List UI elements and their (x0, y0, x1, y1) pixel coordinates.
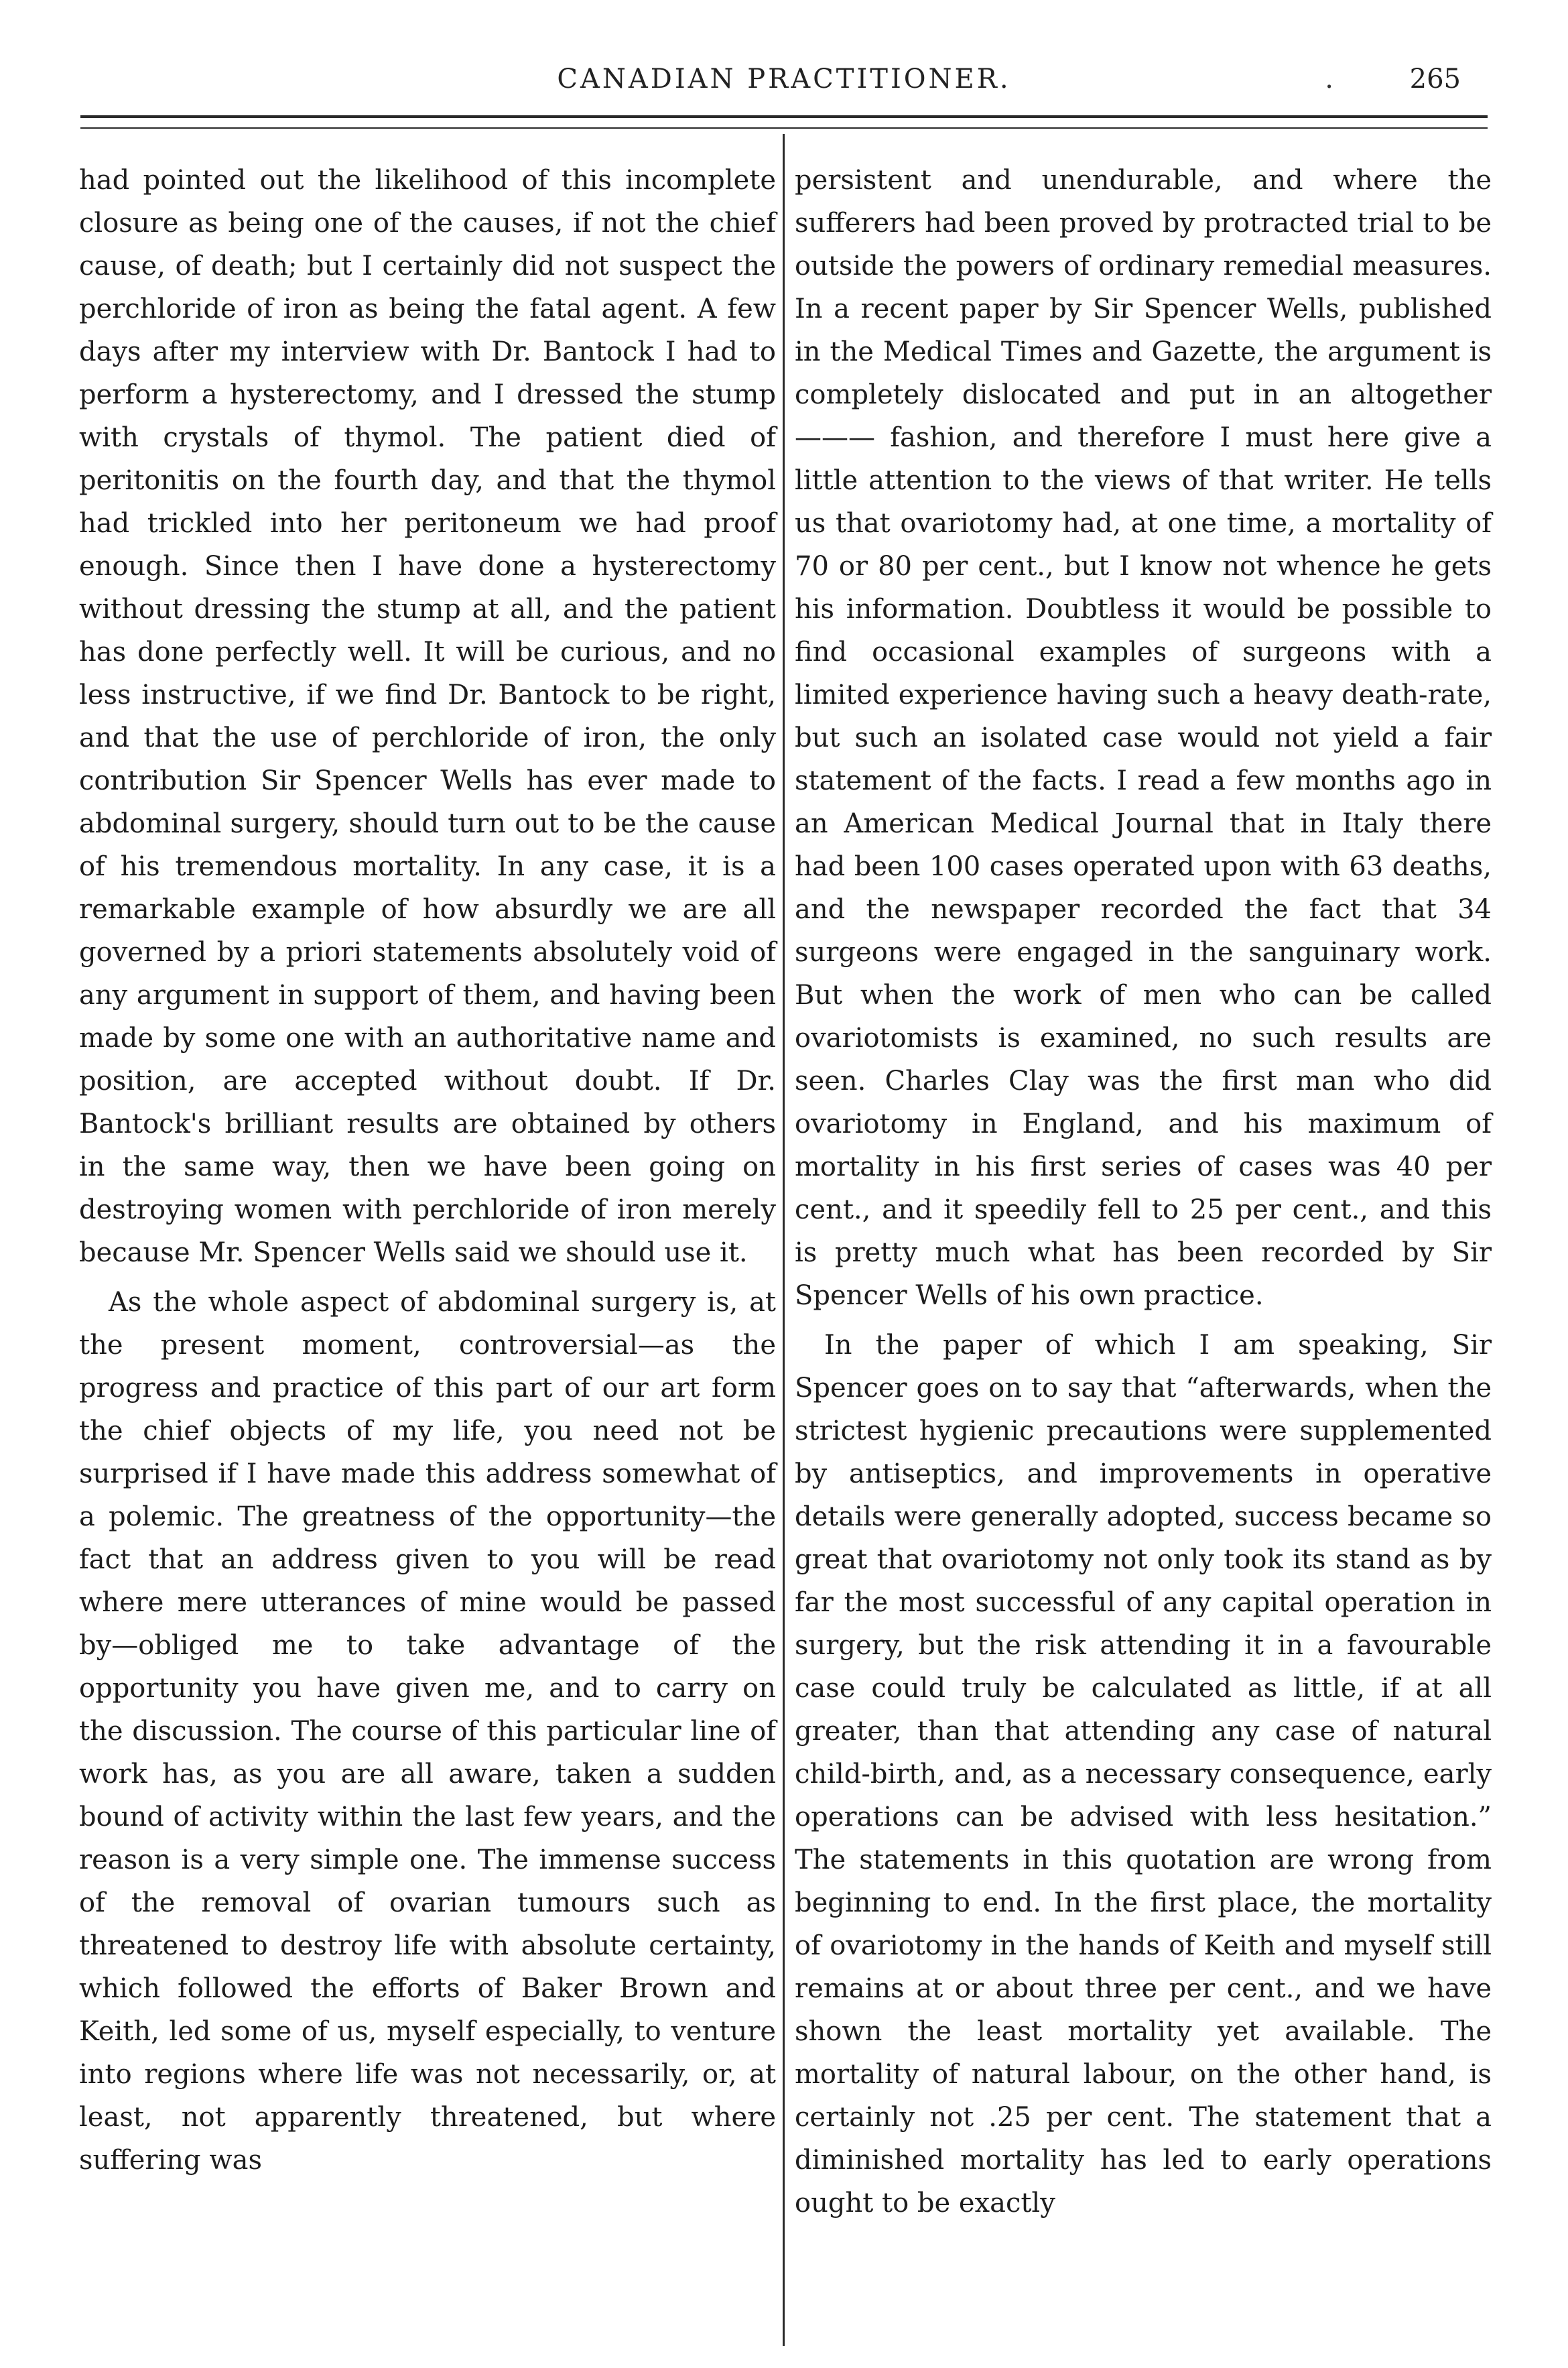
running-head (80, 64, 1488, 111)
right-column (795, 159, 1492, 2225)
right-paragraph-1: persistent and unendurable, and where the sufferers had been proved by protracted trial to be outside the powers of ordinary remedial measures. In a recent paper by Sir Spencer Wells, published in the Medical Times and Gazette, the argument is completely dislocated and put in an altogether ——— fashion, and therefore I must here give a little attention to the views of that writer. He tells us that ovariotomy had, at one time, a mortality of 70 or 80 per cent., but I know not whence he gets his information. Doubtless it would be possible to find occasional examples of surgeons with a limited experience having such a heavy death-rate, but such an isolated case would not yield a fair statement of the facts. I read a few months ago in an American Medical Journal that in Italy there had been 100 cases operated upon with 63 deaths, and the newspaper recorded the fact that 34 surgeons were engaged in the sanguinary work. But when the work of men who can be called ovariotomists is examined, no such results are seen. Charles Clay was the first man who did ovariotomy in England, and his maximum of mortality in his first series of cases was 40 per cent., and it speedily fell to 25 per cent., and this is pretty much what has been recorded by Sir Spencer Wells of his own practice. (795, 165, 1492, 1311)
left-column (79, 159, 776, 2182)
header-rule-thin (80, 127, 1488, 129)
right-paragraph-2: In the paper of which I am speaking, Sir Spencer goes on to say that “afterwards, when the strictest hygienic precautions were supplemented by antiseptics, and improvements in operative details were generally adopted, success became so great that ovariotomy not only took its stand as by far the most successful of any capital operation in surgery, but the risk attending it in a favourable case could truly be calculated as little, if at all greater, than that attending any case of natural child-birth, and, as a necessary consequence, early operations can be advised with less hesitation.” The statements in this quotation are wrong from beginning to end. In the first place, the mortality of ovariotomy in the hands of Keith and myself still remains at or about three per cent., and we have shown the least mortality yet available. The mortality of natural labour, on the other hand, is certainly not .25 per cent. The statement that a diminished mortality has led to early operations ought to be exactly (795, 1330, 1492, 2219)
left-paragraph-2: As the whole aspect of abdominal surgery is, at the present moment, controversial—as the progress and practice of this part of our art form the chief objects of my life, you need not be surprised if I have made this address somewhat of a polemic. The greatness of the opportunity—the fact that an address given to you will be read where mere utterances of mine would be passed by—obliged me to take advantage of the opportunity you have given me, and to carry on the discussion. The course of this particular line of work has, as you are all aware, taken a sudden bound of activity within the last few years, and the reason is a very simple one. The immense success of the removal of ovarian tumours such as threatened to destroy life with absolute certainty, which followed the efforts of Baker Brown and Keith, led some of us, myself especially, to venture into regions where life was not necessarily, or, at least, not apparently threatened, but where suffering was (79, 1287, 776, 2176)
page-number: 265 (1409, 64, 1461, 95)
header-dot: . (1325, 64, 1333, 95)
journal-title: CANADIAN PRACTITIONER. (557, 64, 1011, 95)
column-divider (783, 134, 785, 2346)
header-rule-thick (80, 115, 1488, 118)
left-paragraph-1: had pointed out the likelihood of this incomplete closure as being one of the causes, if not the chief cause, of death; but I certainly did not suspect the perchloride of iron as being the fatal agent. A few days after my interview with Dr. Bantock I had to perform a hysterectomy, and I dressed the stump with crystals of thymol. The patient died of peritonitis on the fourth day, and that the thymol had trickled into her peritoneum we had proof enough. Since then I have done a hysterectomy without dressing the stump at all, and the patient has done perfectly well. It will be curious, and no less instructive, if we find Dr. Bantock to be right, and that the use of perchloride of iron, the only contribution Sir Spencer Wells has ever made to abdominal surgery, should turn out to be the cause of his tremendous mortality. In any case, it is a remarkable example of how absurdly we are all governed by a priori statements absolutely void of any argument in support of them, and having been made by some one with an authoritative name and position, are accepted without doubt. If Dr. Bantock's brilliant results are obtained by others in the same way, then we have been going on destroying women with perchloride of iron merely because Mr. Spencer Wells said we should use it. (79, 165, 776, 1268)
